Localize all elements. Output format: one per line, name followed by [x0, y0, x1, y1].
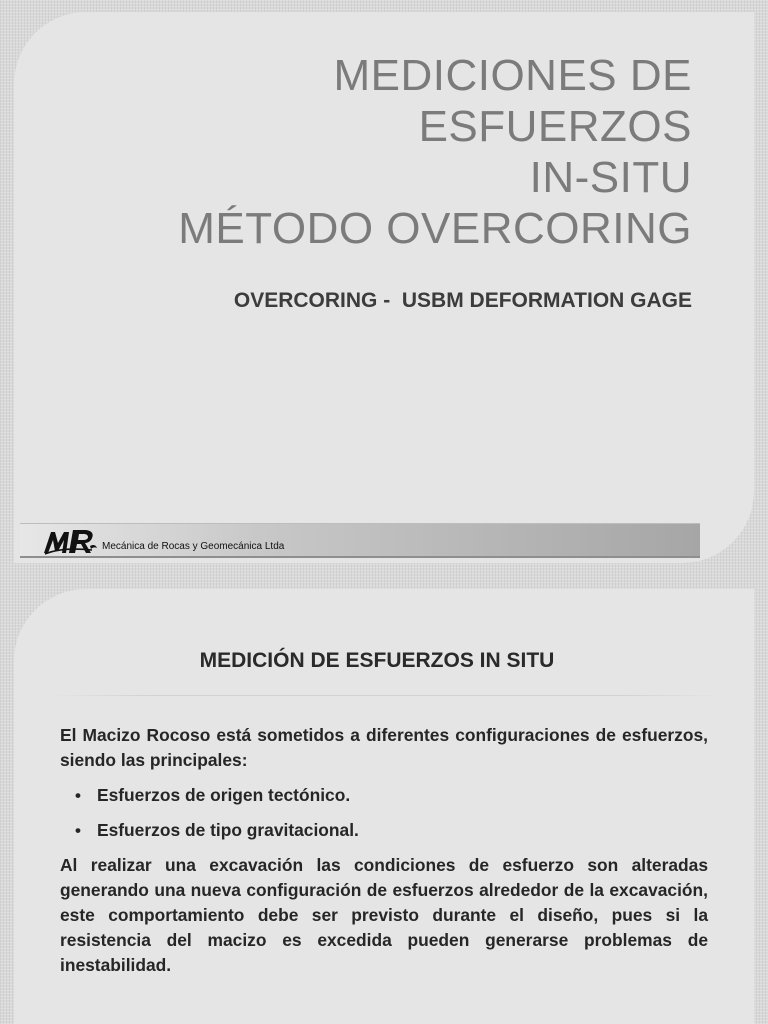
company-name: Mecánica de Rocas y Geomecánica Ltda [102, 541, 285, 552]
title-slide [14, 12, 754, 563]
list-item-text: Esfuerzos de origen tectónico. [97, 785, 351, 805]
body-paragraph: Al realizar una excavación las condiciones de esfuerzo son alteradas generando una nueva configuración de esfuerzos alrededor de la excavación, este comportamiento debe ser previsto durante el diseño, pues si la resistencia del macizo es excedida pueden generarse problemas de inestabilidad. [60, 855, 708, 975]
title-line: IN-SITU [529, 153, 692, 202]
bullet-icon: • [75, 821, 81, 840]
list-item-text: Esfuerzos de tipo gravitacional. [97, 820, 359, 840]
intro-paragraph: El Macizo Rocoso está sometidos a diferentes configuraciones de esfuerzos, siendo las principales: [60, 725, 708, 770]
divider [50, 695, 720, 696]
title-line: MÉTODO OVERCORING [178, 204, 692, 253]
list-item [75, 818, 708, 843]
slide-body [60, 723, 708, 988]
slide-title [178, 50, 692, 254]
logo-banner [20, 523, 700, 558]
company-logo [42, 526, 98, 556]
content-slide [14, 589, 754, 1024]
title-line: MEDICIONES DE [333, 51, 692, 100]
title-line: ESFUERZOS [418, 102, 692, 151]
slide-title: MEDICIÓN DE ESFUERZOS IN SITU [199, 649, 555, 672]
bullet-icon: • [75, 786, 81, 805]
list-item [75, 783, 708, 808]
slide-subtitle: OVERCORING - USBM DEFORMATION GAGE [233, 289, 692, 312]
